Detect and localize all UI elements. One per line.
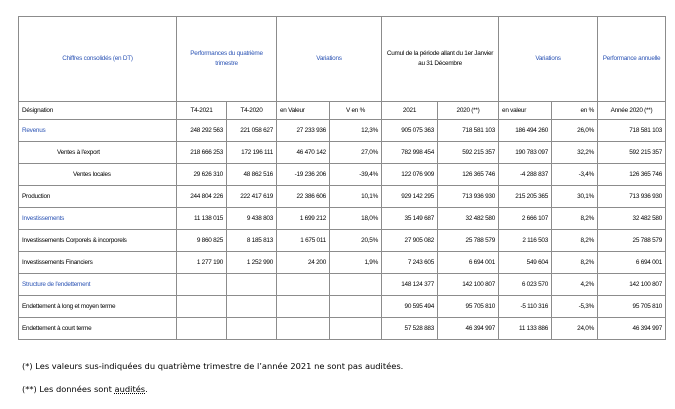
table-cell: 12,3% bbox=[330, 120, 382, 142]
row-structure-endettement bbox=[19, 274, 666, 296]
table-cell: 8,2% bbox=[552, 230, 598, 252]
table-cell: 48 862 516 bbox=[227, 164, 277, 186]
table-cell: 8,2% bbox=[552, 252, 598, 274]
subheader-value-cumul: en valeur bbox=[499, 102, 552, 120]
row-endettement-long-terme bbox=[19, 296, 666, 318]
table-cell: 27 905 082 bbox=[382, 230, 438, 252]
header-cumulative-period: Cumul de la période allant du 1er Janvier au 31 Décembre bbox=[382, 17, 499, 102]
subheader-value: en Valeur bbox=[277, 102, 330, 120]
table-cell: 122 076 909 bbox=[382, 164, 438, 186]
header-q4-performance: Performances du quatrième trimestre bbox=[177, 17, 277, 102]
table-cell: 30,1% bbox=[552, 186, 598, 208]
row-label: Revenus bbox=[19, 120, 177, 142]
row-label: Endettement à court terme bbox=[19, 318, 177, 340]
table-cell: 32 482 580 bbox=[438, 208, 499, 230]
table-cell: 148 124 377 bbox=[382, 274, 438, 296]
table-cell: 244 804 226 bbox=[177, 186, 227, 208]
footnote-unaudited: (*) Les valeurs sus-indiquées du quatrième trimestre de l’année 2021 ne sont pas auditées. bbox=[22, 361, 404, 371]
table-cell: -5,3% bbox=[552, 296, 598, 318]
header-consolidated-figures: Chiffres consolidés (en DT) bbox=[19, 17, 177, 102]
table-cell: 142 100 807 bbox=[438, 274, 499, 296]
table-cell: 1 699 212 bbox=[277, 208, 330, 230]
header-variations: Variations bbox=[277, 17, 382, 102]
table-cell bbox=[227, 296, 277, 318]
table-cell: 22 386 606 bbox=[277, 186, 330, 208]
table-cell: 215 205 365 bbox=[499, 186, 552, 208]
subheader-2020: 2020 (**) bbox=[438, 102, 499, 120]
table-cell: 24,0% bbox=[552, 318, 598, 340]
table-cell: 46 470 142 bbox=[277, 142, 330, 164]
table-cell bbox=[177, 296, 227, 318]
table-cell: 25 788 579 bbox=[438, 230, 499, 252]
row-label: Ventes locales bbox=[19, 164, 177, 186]
table-cell: 190 783 097 bbox=[499, 142, 552, 164]
row-label: Investissements Financiers bbox=[19, 252, 177, 274]
table-cell: 6 023 570 bbox=[499, 274, 552, 296]
table-cell: 35 149 687 bbox=[382, 208, 438, 230]
table-cell: 90 595 494 bbox=[382, 296, 438, 318]
table-cell: 1 675 011 bbox=[277, 230, 330, 252]
header-variations-cumulative: Variations bbox=[499, 17, 598, 102]
table-cell: 11 138 015 bbox=[177, 208, 227, 230]
footnote-audited-suffix: . bbox=[145, 384, 148, 394]
row-endettement-court-terme bbox=[19, 318, 666, 340]
table-cell: 46 394 997 bbox=[438, 318, 499, 340]
table-cell: 222 417 619 bbox=[227, 186, 277, 208]
row-investissements-corporels bbox=[19, 230, 666, 252]
table-cell bbox=[330, 318, 382, 340]
row-label: Endettement à long et moyen terme bbox=[19, 296, 177, 318]
row-revenus bbox=[19, 120, 666, 142]
table-cell: 95 705 810 bbox=[438, 296, 499, 318]
table-cell: 1 252 990 bbox=[227, 252, 277, 274]
row-label: Ventes à l'export bbox=[19, 142, 177, 164]
table-cell: 2 666 107 bbox=[499, 208, 552, 230]
subheader-designation: Désignation bbox=[19, 102, 177, 120]
subheader-t4-2021: T4-2021 bbox=[177, 102, 227, 120]
row-ventes-export bbox=[19, 142, 666, 164]
table-cell: 1,9% bbox=[330, 252, 382, 274]
table-cell: -39,4% bbox=[330, 164, 382, 186]
table-body bbox=[19, 120, 666, 340]
table-cell bbox=[277, 318, 330, 340]
table-cell: 592 215 357 bbox=[438, 142, 499, 164]
footnote-audited-prefix: (**) Les données sont bbox=[22, 384, 115, 394]
table-cell: 718 581 103 bbox=[598, 120, 666, 142]
footnote-audited-word: audités bbox=[114, 384, 146, 394]
table-cell bbox=[330, 296, 382, 318]
row-label: Investissements bbox=[19, 208, 177, 230]
table-cell: 20,5% bbox=[330, 230, 382, 252]
table-cell: 10,1% bbox=[330, 186, 382, 208]
subheader-year-2020: Année 2020 (**) bbox=[598, 102, 666, 120]
subheader-percent-cumul: en % bbox=[552, 102, 598, 120]
header-row bbox=[19, 17, 666, 102]
table-cell: 549 604 bbox=[499, 252, 552, 274]
table-cell: 592 215 357 bbox=[598, 142, 666, 164]
table-cell: 27,0% bbox=[330, 142, 382, 164]
subheader-2021: 2021 bbox=[382, 102, 438, 120]
footnote-audited bbox=[22, 384, 148, 394]
table-cell: 2 116 503 bbox=[499, 230, 552, 252]
row-ventes-locales bbox=[19, 164, 666, 186]
table-cell: 11 133 886 bbox=[499, 318, 552, 340]
subheader-t4-2020: T4-2020 bbox=[227, 102, 277, 120]
row-investissements-financiers bbox=[19, 252, 666, 274]
table-cell bbox=[277, 296, 330, 318]
table-cell: 24 200 bbox=[277, 252, 330, 274]
table-cell: 7 243 605 bbox=[382, 252, 438, 274]
table-cell: 718 581 103 bbox=[438, 120, 499, 142]
table-cell: 782 998 454 bbox=[382, 142, 438, 164]
table-cell: 29 626 310 bbox=[177, 164, 227, 186]
table-cell: 25 788 579 bbox=[598, 230, 666, 252]
table-cell: -3,4% bbox=[552, 164, 598, 186]
table-cell: 32 482 580 bbox=[598, 208, 666, 230]
table-cell: 126 365 746 bbox=[438, 164, 499, 186]
table-cell: 9 860 825 bbox=[177, 230, 227, 252]
table-cell: 126 365 746 bbox=[598, 164, 666, 186]
table-cell: 6 694 001 bbox=[438, 252, 499, 274]
financial-table bbox=[18, 16, 666, 340]
table-cell: 27 233 936 bbox=[277, 120, 330, 142]
table-cell: 713 936 930 bbox=[598, 186, 666, 208]
table-cell bbox=[177, 318, 227, 340]
table-cell: 929 142 295 bbox=[382, 186, 438, 208]
table-cell: 18,0% bbox=[330, 208, 382, 230]
table-cell: 95 705 810 bbox=[598, 296, 666, 318]
row-investissements bbox=[19, 208, 666, 230]
table-cell: -19 236 206 bbox=[277, 164, 330, 186]
subheader-percent: V en % bbox=[330, 102, 382, 120]
table-cell bbox=[177, 274, 227, 296]
row-production bbox=[19, 186, 666, 208]
table-cell bbox=[277, 274, 330, 296]
table-cell bbox=[330, 274, 382, 296]
table-cell: -4 288 837 bbox=[499, 164, 552, 186]
table-cell: 1 277 190 bbox=[177, 252, 227, 274]
table-cell: 8 185 813 bbox=[227, 230, 277, 252]
row-label: Structure de l'endettement bbox=[19, 274, 177, 296]
table-cell: 172 196 111 bbox=[227, 142, 277, 164]
table-cell: 218 666 253 bbox=[177, 142, 227, 164]
table-cell: 4,2% bbox=[552, 274, 598, 296]
table-cell: -5 110 316 bbox=[499, 296, 552, 318]
table-cell: 26,0% bbox=[552, 120, 598, 142]
header-annual-performance: Performance annuelle bbox=[598, 17, 666, 102]
table-cell: 186 494 260 bbox=[499, 120, 552, 142]
table-cell: 8,2% bbox=[552, 208, 598, 230]
table-cell: 6 694 001 bbox=[598, 252, 666, 274]
table-cell: 46 394 997 bbox=[598, 318, 666, 340]
table-cell: 221 058 627 bbox=[227, 120, 277, 142]
table-cell: 32,2% bbox=[552, 142, 598, 164]
subheader-row bbox=[19, 102, 666, 120]
table-cell: 9 438 803 bbox=[227, 208, 277, 230]
row-label: Investissements Corporels & incorporels bbox=[19, 230, 177, 252]
table-cell: 142 100 807 bbox=[598, 274, 666, 296]
table-cell: 713 936 930 bbox=[438, 186, 499, 208]
row-label: Production bbox=[19, 186, 177, 208]
table-cell bbox=[227, 274, 277, 296]
table-cell bbox=[227, 318, 277, 340]
table-cell: 57 528 883 bbox=[382, 318, 438, 340]
table-cell: 248 292 563 bbox=[177, 120, 227, 142]
table-cell: 905 075 363 bbox=[382, 120, 438, 142]
